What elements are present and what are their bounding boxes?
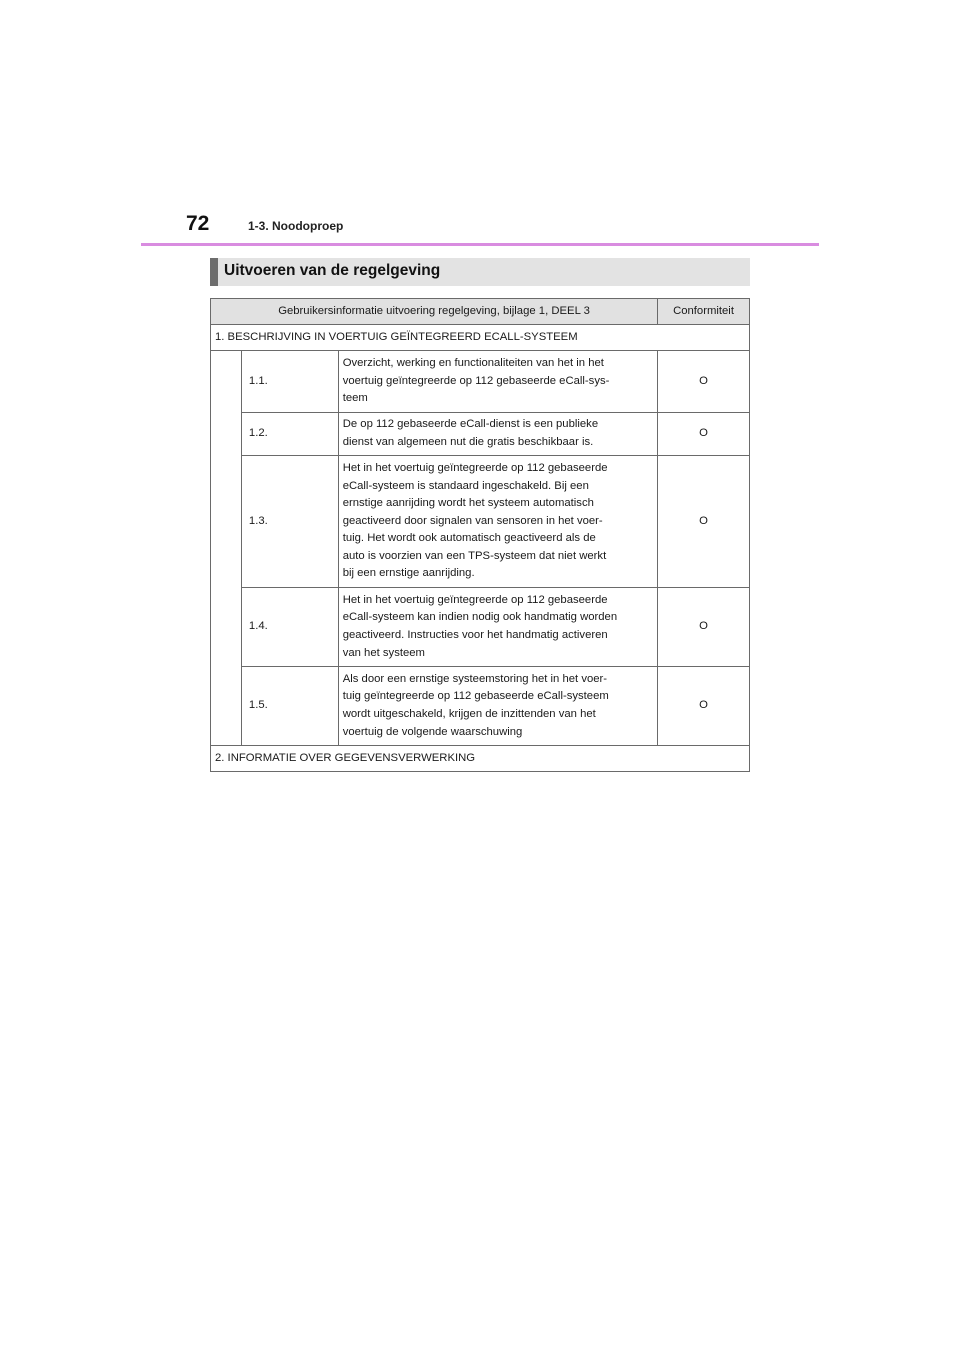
row-line: auto is voorzien van een TPS-systeem dat niet werkt [342,549,607,562]
row-line: eCall-systeem kan indien nodig ook handmatig worden [342,611,618,624]
row-number: 1.3. [241,456,338,588]
row-line: Als door een ernstige systeemstoring het in het voer- [342,672,608,685]
row-line: wordt uitgeschakeld, krijgen de inzittenden van het [342,708,596,720]
row-line: ernstige aanrijding wordt het systeem automatisch [342,497,594,510]
page-number: 72 [186,212,210,235]
row-line: geactiveerd. Instructies voor het handmatig activeren [342,629,608,641]
table-header-row [211,299,750,325]
row-conformity: O [658,667,750,746]
row-number: 1.2. [241,413,338,456]
row-description [338,667,657,746]
row-line: voertuig geïntegreerde op 112 gebaseerde eCall-sys- [342,374,610,387]
table-row [211,351,750,413]
row-line: Het in het voertuig geïntegreerde op 112 gebaseerde [342,461,608,474]
row-line: dienst van algemeen nut die gratis beschikbaar is. [342,436,594,448]
row-conformity: O [658,588,750,667]
table-row [211,588,750,667]
table-row [211,667,750,746]
section-title: 1-3. Noodoproep [248,219,344,233]
section-1-title: 1. BESCHRIJVING IN VOERTUIG GEÏNTEGREERD ECALL-SYSTEEM [211,325,750,351]
row-line: geactiveerd door signalen van sensoren in het voer- [342,514,603,527]
table-section-row [211,325,750,351]
row-conformity: O [658,351,750,413]
header-user-info: Gebruikersinformatie uitvoering regelgeving, bijlage 1, DEEL 3 [211,299,658,325]
row-line: Het in het voertuig geïntegreerde op 112 gebaseerde [342,593,608,606]
header-conformity: Conformiteit [658,299,750,325]
heading-title: Uitvoeren van de regelgeving [224,262,441,279]
row-line: teem [342,392,368,405]
indent-cell [211,351,242,746]
row-description [338,588,657,667]
heading-box [210,258,750,286]
regulation-table [210,298,750,772]
table-row [211,456,750,588]
row-line: tuig. Het wordt ook automatisch geactiveerd als de [342,532,596,545]
row-description [338,413,657,456]
section-2-title: 2. INFORMATIE OVER GEGEVENSVERWERKING [211,746,750,772]
row-conformity: O [658,413,750,456]
row-number: 1.5. [241,667,338,746]
row-line: tuig geïntegreerde op 112 gebaseerde eCall-systeem [342,690,609,703]
table-row [211,413,750,456]
row-description [338,351,657,413]
heading-accent-bar [210,258,218,286]
row-line: bij een ernstige aanrijding. [342,567,475,580]
row-line: voertuig de volgende waarschuwing [342,725,523,738]
row-line: De op 112 gebaseerde eCall-dienst is een publieke [342,418,599,431]
row-number: 1.4. [241,588,338,667]
row-description [338,456,657,588]
row-conformity: O [658,456,750,588]
table-section-row [211,746,750,772]
row-number: 1.1. [241,351,338,413]
row-line: eCall-systeem is standaard ingeschakeld. Bij een [342,479,589,492]
row-line: van het systeem [342,646,425,659]
row-line: Overzicht, werking en functionaliteiten van het in het [342,357,604,370]
header-rule [141,243,819,246]
